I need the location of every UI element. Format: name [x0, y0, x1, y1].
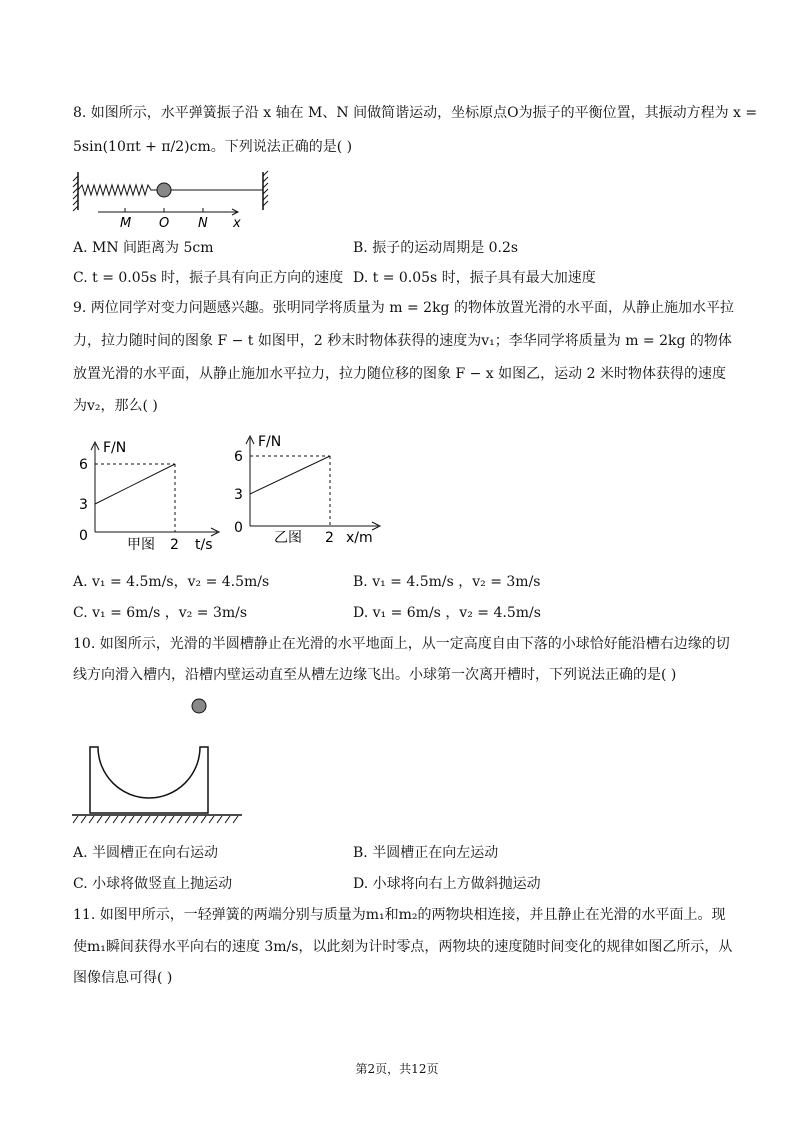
graph-b-caption: 乙图 [274, 530, 302, 546]
q9-option-d: D. v₁ = 6m/s ，v₂ = 4.5m/s [353, 605, 541, 621]
q11-stem-line1: 11. 如图甲所示，一轻弹簧的两端分别与质量为m₁和m₂的两物块相连接，并且静止在光滑的水平面上。现 [73, 907, 726, 923]
graph-a-ytick-0: 0 [79, 528, 88, 544]
graph-b-ytick-0: 0 [234, 520, 243, 536]
graph-a-ytick-3: 3 [79, 497, 88, 513]
q10-stem-line2: 线方向滑入槽内，沿槽内壁运动直至从槽左边缘飞出。小球第一次离开槽时，下列说法正确的是( ) [73, 667, 677, 683]
graph-b-ytick-3: 3 [234, 487, 243, 503]
q9-option-a: A. v₁ = 4.5m/s，v₂ = 4.5m/s [73, 574, 270, 590]
falling-ball [192, 699, 206, 713]
q10-option-d: D. 小球将向右上方做斜抛运动 [353, 876, 541, 892]
graph-b-ytick-6: 6 [234, 449, 243, 465]
q10-option-c: C. 小球将做竖直上抛运动 [73, 876, 233, 892]
q10-option-a: A. 半圆槽正在向右运动 [73, 845, 219, 861]
q8-option-a: A. MN 间距离为 5cm [73, 240, 214, 256]
q9-stem-line4: 为v₂，那么( ) [73, 398, 158, 414]
q9-stem-line3: 放置光滑的水平面，从静止施加水平拉力，拉力随位移的图象 F − x 如图乙，运动 2 米时物体获得的速度 [73, 366, 726, 382]
semicircle-trough-figure [72, 695, 252, 830]
q8-option-d: D. t = 0.05s 时，振子具有最大加速度 [353, 270, 596, 286]
label-n: N [198, 216, 208, 230]
graph-b-ylabel: F/N [258, 434, 282, 450]
graph-a-ylabel: F/N [103, 440, 127, 456]
q11-stem-line2: 使m₁瞬间获得水平向右的速度 3m/s，以此刻为计时零点，两物块的速度随时间变化的规律如图乙所示，从 [73, 939, 733, 955]
q8-stem-line1: 8. 如图所示，水平弹簧振子沿 x 轴在 M、N 间做简谐运动，坐标原点O为振子的平衡位置，其振动方程为 x = [73, 105, 758, 121]
graph-a-caption: 甲图 [127, 537, 155, 553]
oscillator-ball [157, 183, 171, 197]
label-o: O [159, 216, 170, 230]
q10-stem-line1: 10. 如图所示，光滑的半圆槽静止在光滑的水平地面上，从一定高度自由下落的小球恰好能沿槽右边缘的切 [73, 636, 730, 652]
label-x: x [233, 216, 241, 230]
spring-oscillator-figure [70, 168, 280, 230]
graph-b-xtick-2: 2 [325, 530, 334, 546]
page-footer: 第2页，共12页 [355, 1062, 439, 1076]
q9-stem-line1: 9. 两位同学对变力问题感兴趣。张明同学将质量为 m = 2kg 的物体放置光滑的水平面，从静止施加水平拉 [73, 300, 734, 316]
q8-stem-line2: 5sin(10πt + π/2)cm。下列说法正确的是( ) [73, 139, 353, 155]
q10-option-b: B. 半圆槽正在向左运动 [353, 845, 499, 861]
graph-a-xtick-2: 2 [170, 537, 179, 553]
graph-f-t [75, 432, 225, 557]
q8-option-c: C. t = 0.05s 时，振子具有向正方向的速度 [73, 270, 344, 286]
q9-option-b: B. v₁ = 4.5m/s ，v₂ = 3m/s [353, 574, 541, 590]
q9-option-c: C. v₁ = 6m/s ，v₂ = 3m/s [73, 605, 248, 621]
label-m: M [120, 216, 132, 230]
graph-f-x [228, 426, 388, 551]
graph-b-xlabel: x/m [346, 530, 373, 546]
graph-a-xlabel: t/s [195, 537, 213, 553]
q11-stem-line3: 图像信息可得( ) [73, 970, 173, 986]
spring [78, 185, 157, 195]
q9-stem-line2: 力，拉力随时间的图象 F − t 如图甲，2 秒末时物体获得的速度为v₁；李华同学将质量为 m = 2kg 的物体 [73, 333, 732, 349]
graph-a-ytick-6: 6 [79, 457, 88, 473]
q8-option-b: B. 振子的运动周期是 0.2s [353, 240, 519, 256]
